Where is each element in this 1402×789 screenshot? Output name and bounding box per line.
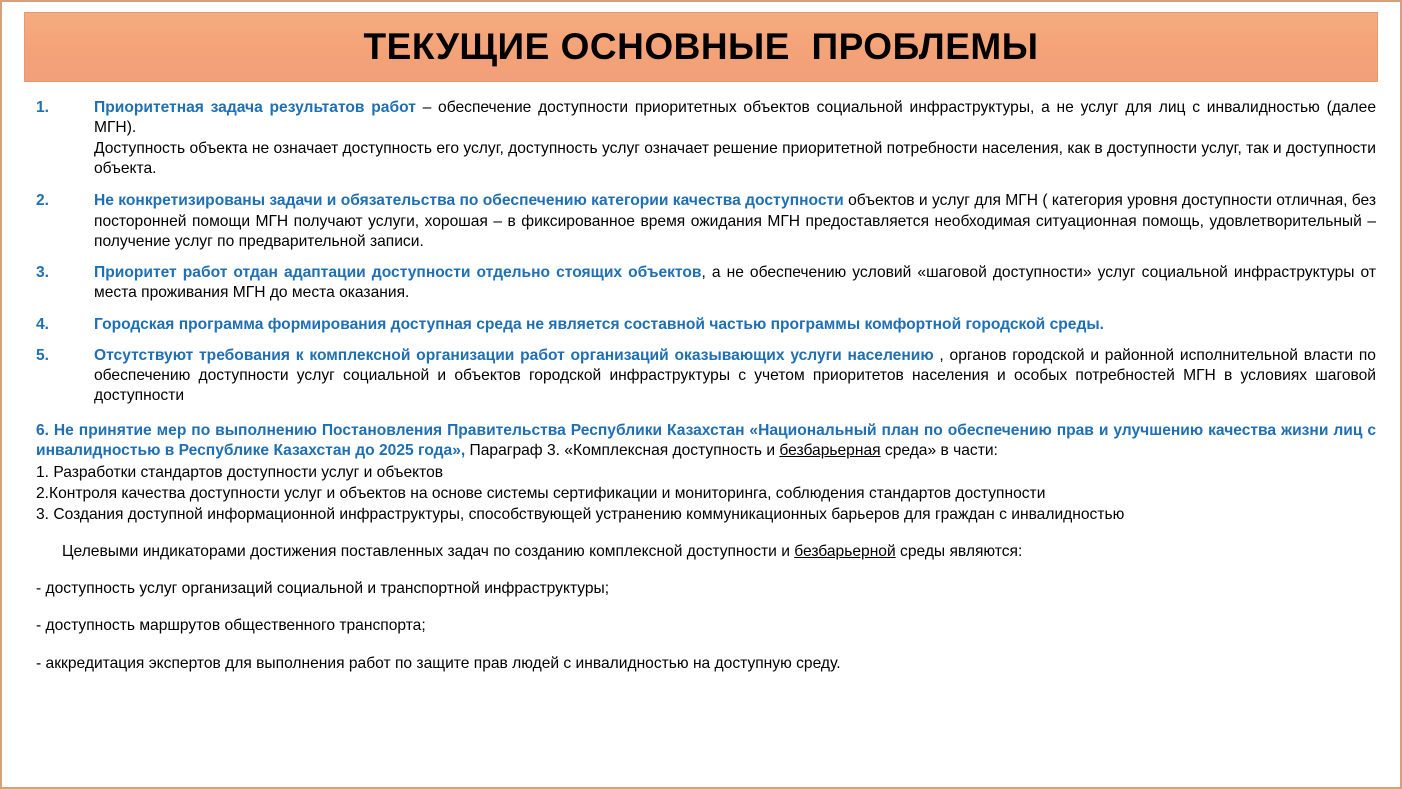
list-item: [36, 315, 1376, 335]
list-item-body: [94, 98, 1376, 180]
list-item-number: 3.: [36, 264, 50, 282]
list-item-6-tail-after: среда» в части:: [880, 441, 998, 459]
list-item-6-tail-before: Параграф 3. «Комплексная доступность и: [465, 441, 780, 459]
closing-intro-before: Целевыми индикаторами достижения поставленных задач по созданию комплексной доступности и: [62, 542, 795, 560]
list-item-body: [94, 346, 1376, 407]
list-item-number: 4.: [36, 315, 50, 333]
list-item: [36, 263, 1376, 304]
list-item-body: [94, 315, 1376, 335]
list-item-body: [94, 263, 1376, 304]
sub-item: 1. Разработки стандартов доступности услуг и объектов: [36, 464, 444, 482]
list-item-extra: Доступность объекта не означает доступность его услуг, доступность услуг означает решение приоритетной потребности населения, как в доступности услуг, так и доступности объекта.: [94, 139, 1377, 178]
closing-bullet: - доступность услуг организаций социальной и транспортной инфраструктуры;: [36, 580, 610, 598]
list-item-text: , а не обеспечению условий «шаговой доступности» услуг социальной инфраструктуры от места проживания МГН до места оказания.: [94, 264, 1376, 302]
closing-intro-after: среды являются:: [895, 542, 1023, 560]
list-item: [36, 191, 1376, 252]
list-item-highlight: Приоритетная задача результатов работ: [94, 99, 416, 116]
closing-intro: [36, 542, 1376, 562]
slide-title-bar: [24, 12, 1378, 82]
closing-bullet: - доступность маршрутов общественного транспорта;: [36, 617, 426, 635]
page-title: ТЕКУЩИЕ ОСНОВНЫЕ ПРОБЛЕМЫ: [363, 26, 1039, 67]
list-item-text: .: [1099, 315, 1105, 333]
sub-item: 3. Создания доступной информационной инфраструктуры, способствующей устранению коммуникационных барьеров для граждан с инвалидностью: [36, 506, 1125, 524]
closing-bullet: - аккредитация экспертов для выполнения работ по защите прав людей с инвалидностью на доступную среду.: [36, 654, 841, 672]
list-item-6: [36, 421, 1376, 462]
list-item-6-lead: 6. Не принятие мер по выполнению Постановления Правительства Республики Казахстан «Национальный план по обеспечению прав и улучшению качества жизни лиц с инвалидностью в Республике Казахстан до 2025 года»,: [36, 421, 1376, 459]
list-item: [36, 346, 1376, 407]
list-item-number: 5.: [36, 346, 50, 364]
list-item-highlight: Не конкретизированы задачи и обязательства по обеспечению категории качества доступности: [94, 192, 844, 210]
list-item-highlight: Приоритет работ отдан адаптации доступности отдельно стоящих объектов: [94, 264, 702, 282]
closing-intro-underlined: безбарьерной: [794, 542, 896, 560]
list-item-body: [94, 191, 1376, 252]
list-item-text: объектов и услуг для МГН ( категория уровня доступности отличная, без посторонней помощи МГН получают услуги, хорошая – в фиксированное время ожидания МГН предоставляется необходимая ситуационная помощь, удовлетворительный – получение услуг по предварительной записи.: [94, 192, 1376, 250]
list-item-number: 2.: [36, 192, 50, 210]
sub-item: 2.Контроля качества доступности услуг и объектов на основе системы сертификации и мониторинга, соблюдения стандартов доступности: [36, 485, 1046, 503]
list-item-text: – обеспечение доступности приоритетных объектов социальной инфраструктуры, а не услуг для лиц с инвалидностью (далее МГН).: [94, 99, 1376, 137]
list-item-highlight: Отсутствуют требования к комплексной организации работ организаций оказывающих услуги населению: [94, 346, 934, 364]
list-item: [36, 98, 1376, 180]
list-item-number: 1.: [36, 99, 50, 116]
list-item-6-underlined: безбарьерная: [779, 441, 881, 459]
slide-content: [36, 98, 1376, 674]
list-item-highlight: Городская программа формирования доступная среда не является составной частью программы комфортной городской среды: [94, 315, 1100, 333]
list-item-text: , органов городской и районной исполнительной власти по обеспечению доступности услуг социальной и объектов городской инфраструктуры с учетом приоритетов населения и особых потребностей МГН в условиях шаговой доступности: [94, 346, 1376, 405]
